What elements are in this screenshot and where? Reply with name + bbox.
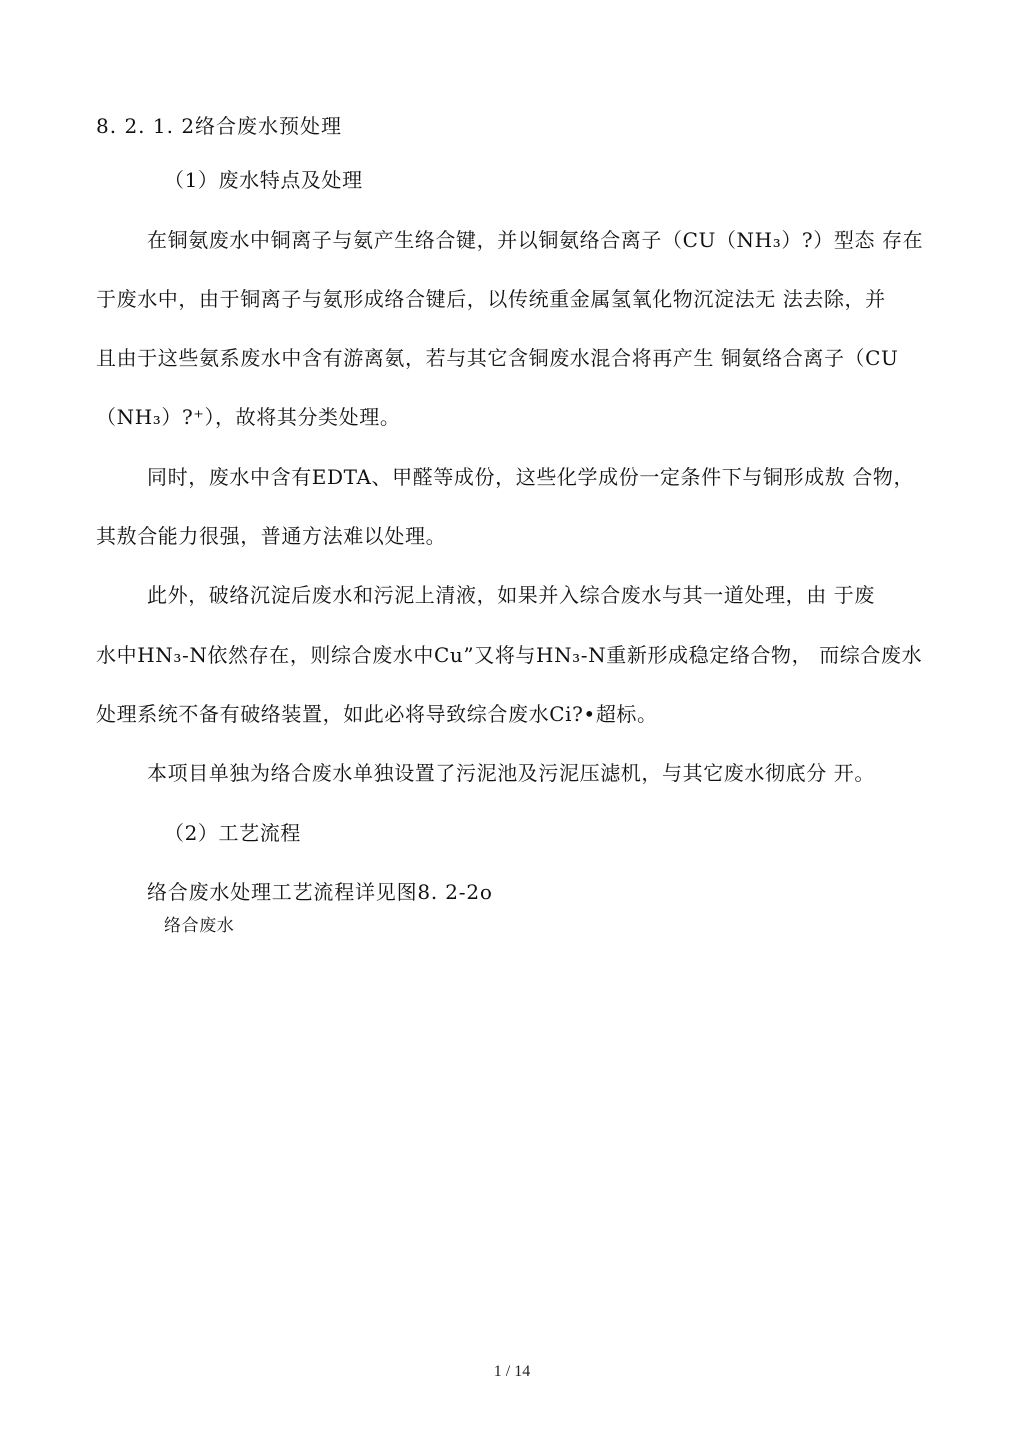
- paragraph-3-line-1: 此外，破络沉淀后废水和污泥上清液，如果并入综合废水与其一道处理，由 于废: [147, 583, 875, 607]
- paragraph-3-line-2: 水中HN₃-N依然存在，则综合废水中Cu”又将与HN₃-N重新形成稳定络合物， 而综合废水: [96, 643, 923, 667]
- paragraph-2-line-1: 同时，废水中含有EDTA、甲醛等成份，这些化学成份一定条件下与铜形成敖 合物，: [147, 465, 915, 489]
- paragraph-5: 络合废水处理工艺流程详见图8. 2-2o: [147, 880, 493, 904]
- paragraph-4: 本项目单独为络合废水单独设置了污泥池及污泥压滤机，与其它废水彻底分 开。: [147, 761, 875, 785]
- paragraph-1-line-4: （NH₃）?⁺），故将其分类处理。: [96, 405, 401, 429]
- subheading-wastewater-features: （1）废水特点及处理: [164, 168, 363, 192]
- subheading-process-flow: （2）工艺流程: [164, 821, 301, 845]
- paragraph-3-line-3: 处理系统不备有破络装置，如此必将导致综合废水Ci?•超标。: [96, 702, 658, 726]
- paragraph-1-line-1: 在铜氨废水中铜离子与氨产生络合键，并以铜氨络合离子（CU（NH₃）?）型态 存在: [147, 228, 924, 252]
- paragraph-1-line-3: 且由于这些氨系废水中含有游离氨，若与其它含铜废水混合将再产生 铜氨络合离子（CU: [96, 346, 899, 370]
- flow-diagram-label: 络合废水: [164, 916, 235, 936]
- page-number: 1 / 14: [493, 1363, 531, 1380]
- paragraph-1-line-2: 于废水中，由于铜离子与氨形成络合键后，以传统重金属氢氧化物沉淀法无 法去除，并: [96, 287, 886, 311]
- paragraph-2-line-2: 其敖合能力很强，普通方法难以处理。: [96, 524, 447, 548]
- section-heading: 8. 2. 1. 2络合废水预处理: [96, 114, 343, 138]
